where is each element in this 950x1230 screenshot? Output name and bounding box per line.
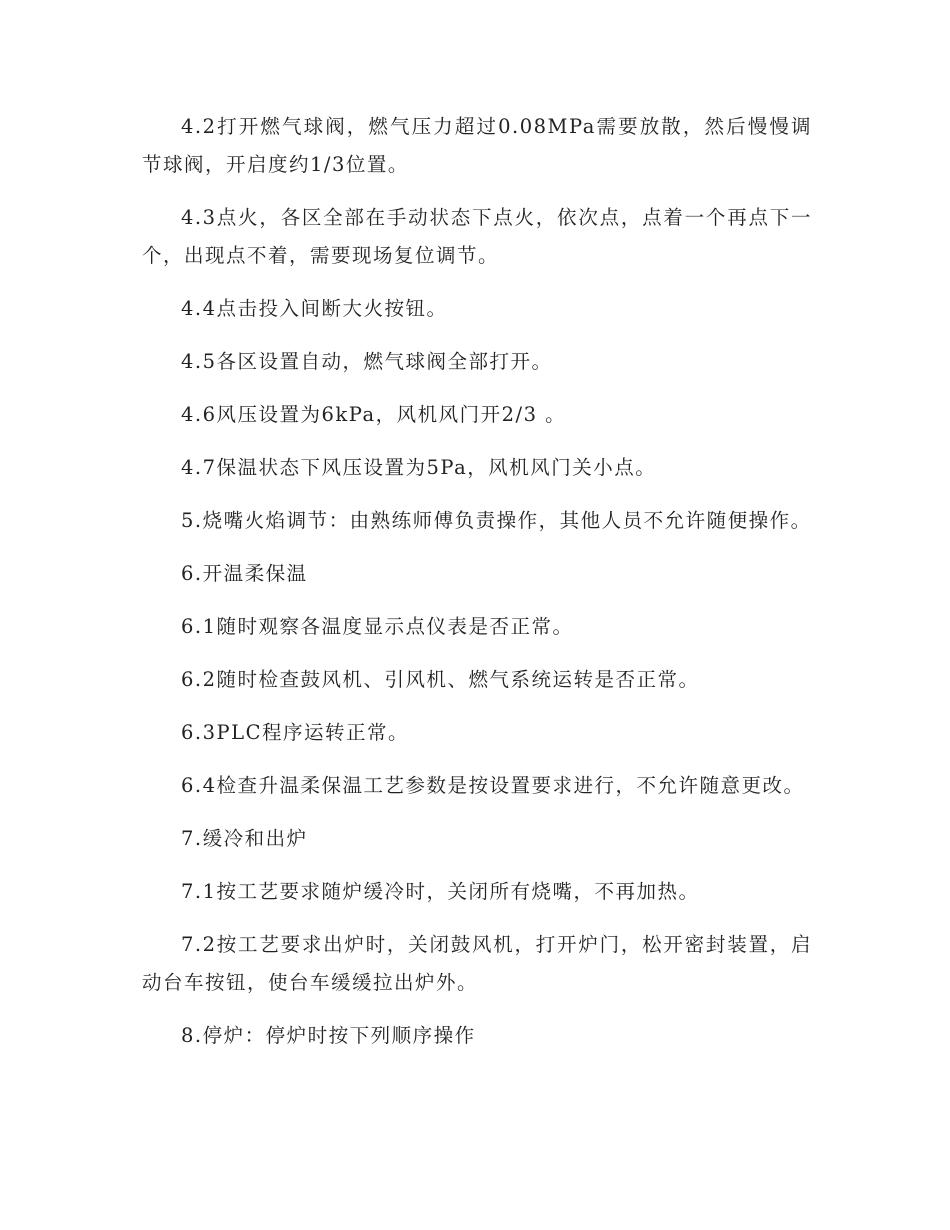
paragraph-7-1: 7.1按工艺要求随炉缓冷时，关闭所有烧嘴，不再加热。 <box>181 880 700 903</box>
document-body <box>142 108 812 1070</box>
paragraph-6-2: 6.2随时检查鼓风机、引风机、燃气系统运转是否正常。 <box>181 668 700 691</box>
paragraph-6-4: 6.4检查升温柔保温工艺参数是按设置要求进行，不允许随意更改。 <box>181 774 805 797</box>
heading-7: 7.缓冷和出炉 <box>181 827 308 850</box>
paragraph-5: 5.烧嘴火焰调节：由熟练师傅负责操作，其他人员不允许随便操作。 <box>181 509 812 532</box>
paragraph-6-1: 6.1随时观察各温度显示点仪表是否正常。 <box>181 615 574 638</box>
paragraph-7-2: 7.2按工艺要求出炉时，关闭鼓风机，打开炉门，松开密封装置，启动台车按钮，使台车缓缓拉出炉外。 <box>142 933 812 994</box>
paragraph-4-3: 4.3点火，各区全部在手动状态下点火，依次点，点着一个再点下一个，出现点不着，需要现场复位调节。 <box>142 206 812 267</box>
paragraph-4-6: 4.6风压设置为6kPa，风机风门开2/3 。 <box>181 403 567 426</box>
heading-6: 6.开温柔保温 <box>181 562 308 585</box>
paragraph-4-5: 4.5各区设置自动，燃气球阀全部打开。 <box>181 350 553 373</box>
paragraph-4-4: 4.4点击投入间断大火按钮。 <box>181 297 448 320</box>
paragraph-4-7: 4.7保温状态下风压设置为5Pa，风机风门关小点。 <box>181 456 657 479</box>
paragraph-8: 8.停炉：停炉时按下列顺序操作 <box>181 1024 476 1047</box>
paragraph-6-3: 6.3PLC程序运转正常。 <box>181 721 410 744</box>
paragraph-4-2: 4.2打开燃气球阀，燃气压力超过0.08MPa需要放散，然后慢慢调节球阀，开启度约1/3位置。 <box>142 115 812 176</box>
